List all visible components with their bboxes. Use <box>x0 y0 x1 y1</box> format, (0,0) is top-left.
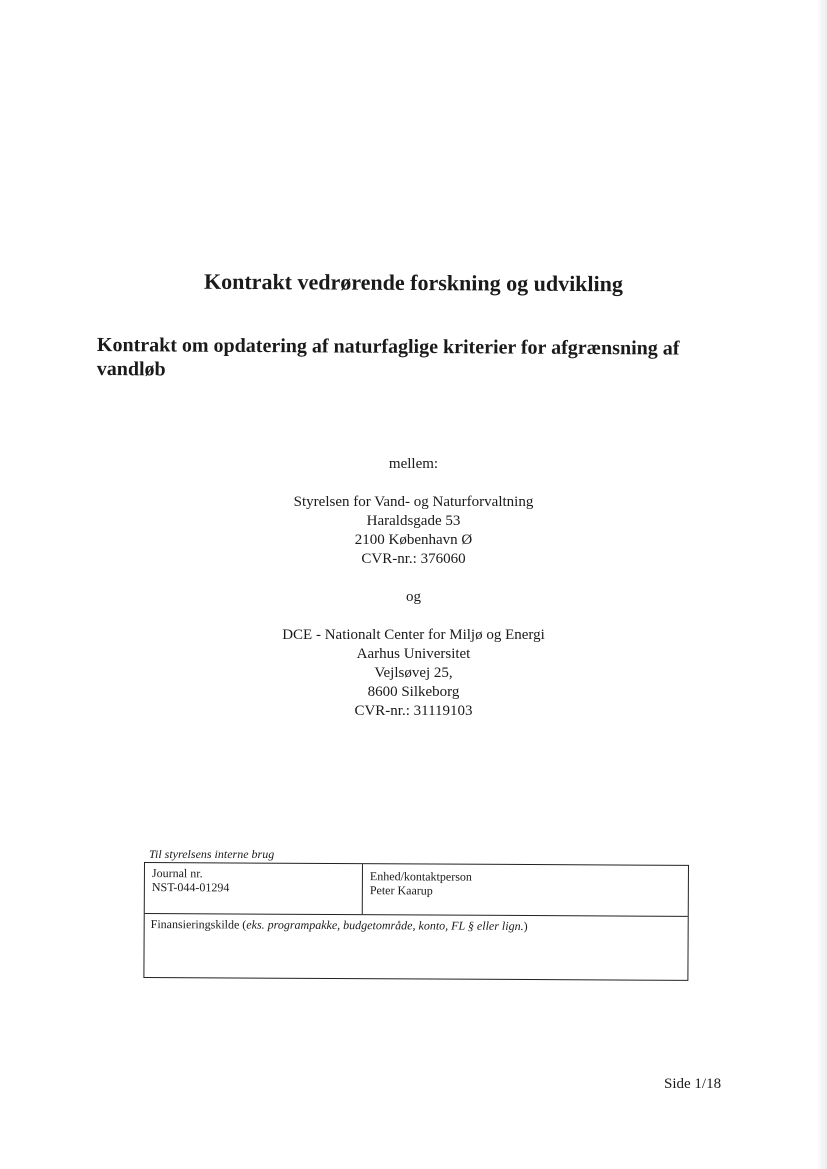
between-label: mellem: <box>388 456 439 472</box>
funding-hint: eks. programpakke, budgetområde, konto, FL § eller lign. <box>246 917 524 933</box>
funding-label: Finansieringskilde ( <box>150 917 247 932</box>
internal-use-top-row <box>145 863 688 917</box>
party2-name: DCE - Nationalt Center for Miljø og Energi <box>282 627 545 643</box>
contact-value: Peter Kaarup <box>369 883 433 898</box>
journal-cell <box>145 863 363 914</box>
party1-name: Styrelsen for Vand- og Naturforvaltning <box>293 494 534 510</box>
internal-use-label: Til styrelsens interne brug <box>149 847 275 861</box>
party1-street: Haraldsgade 53 <box>366 513 461 529</box>
internal-use-table <box>143 862 689 981</box>
document-title: Kontrakt vedrørende forskning og udvikling <box>203 268 624 297</box>
page-number: Side 1/18 <box>664 1076 722 1092</box>
journal-label: Journal nr. <box>151 866 203 881</box>
party2-cvr: CVR-nr.: 31119103 <box>354 703 473 719</box>
party2-institution: Aarhus Universitet <box>356 646 471 662</box>
party2-city: 8600 Silkeborg <box>367 684 460 700</box>
funding-close: ) <box>523 918 528 934</box>
and-label: og <box>406 589 421 605</box>
contact-cell <box>364 864 688 916</box>
contract-parties <box>0 455 827 721</box>
document-subtitle: Kontrakt om opdatering af naturfaglige kriterier for afgrænsning af vandløb <box>96 333 680 381</box>
party1-cvr: CVR-nr.: 376060 <box>361 551 466 567</box>
party1-city: 2100 København Ø <box>354 532 473 548</box>
funding-cell <box>144 914 687 981</box>
party2-street: Vejlsøvej 25, <box>374 665 453 681</box>
journal-value: NST-044-01294 <box>151 880 230 895</box>
contact-label: Enhed/kontaktperson <box>369 869 472 884</box>
